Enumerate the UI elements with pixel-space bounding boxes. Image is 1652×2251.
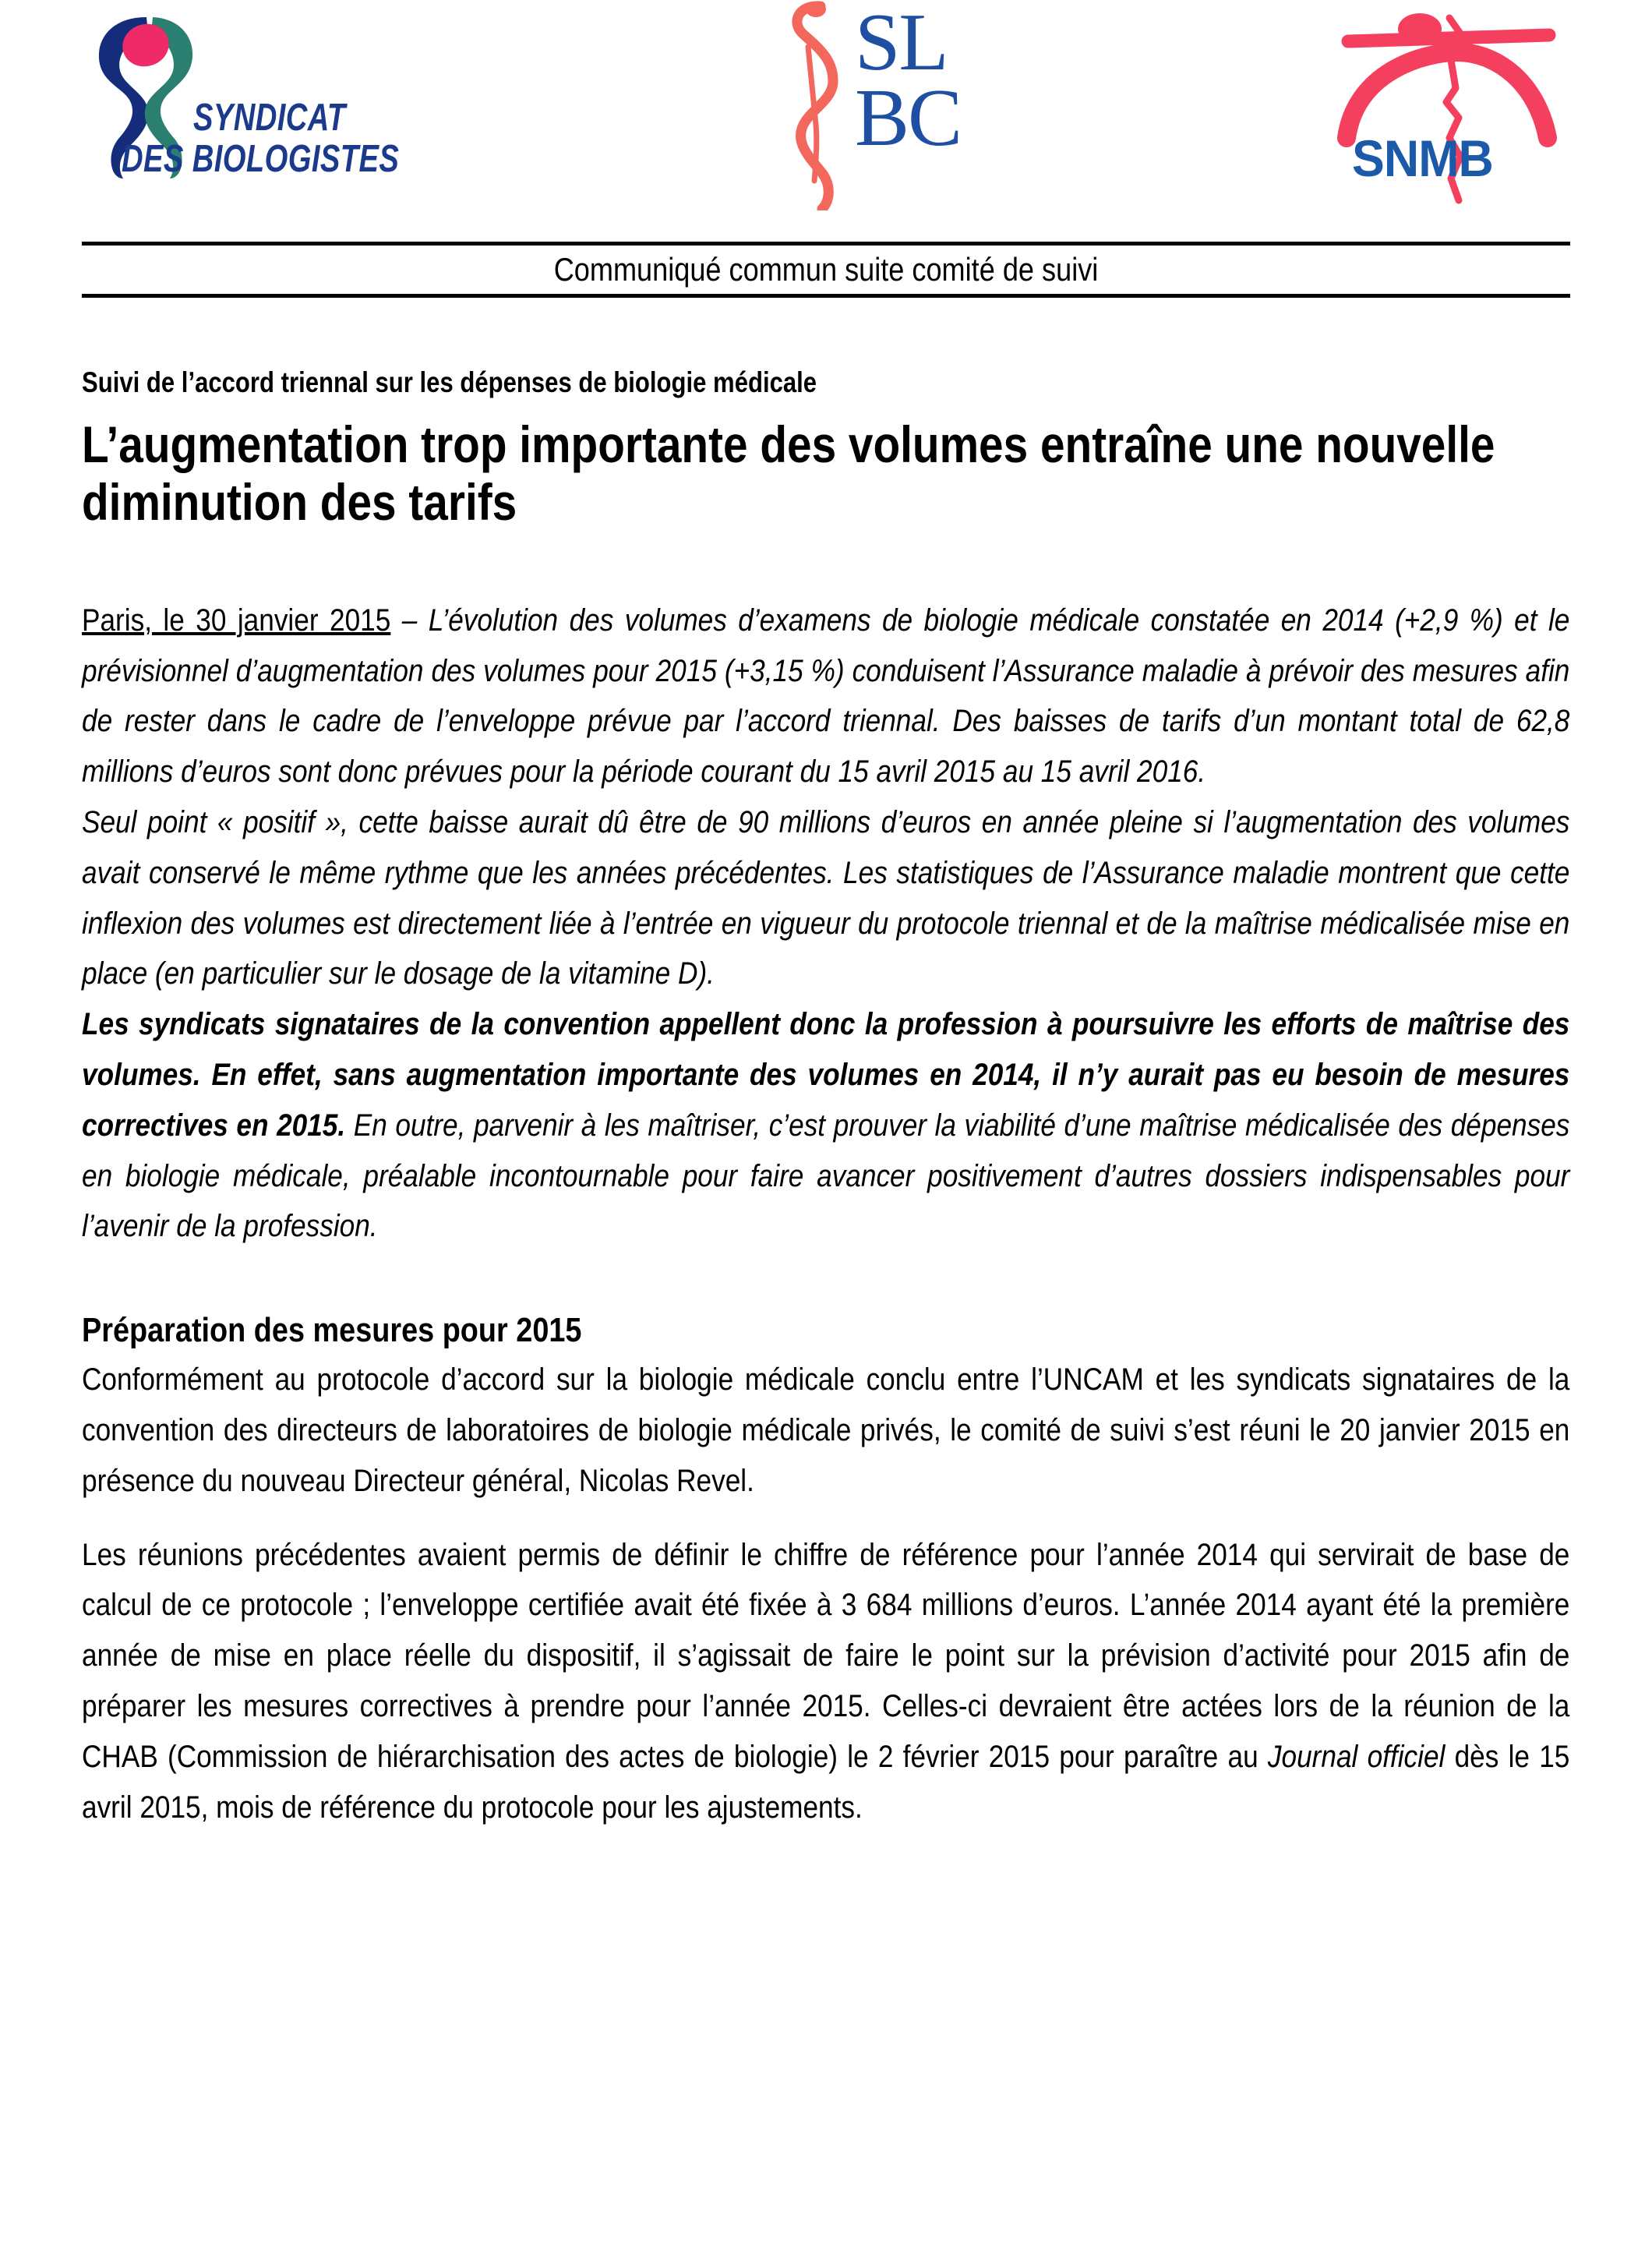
snmb-wordmark: SNMB: [1352, 129, 1493, 187]
logo-syndicat-des-biologistes: [78, 8, 421, 203]
headline-line2: une nouvelle diminution des tarifs: [82, 415, 1495, 531]
intro-text-1: L’évolution des volumes d’examens de biologie médicale constatée en 2014 (+2,9 %) et le prévisionnel d’augmentation des volumes pour 2015 (+3,15 %) conduisent l’Assurance maladie à prévoir des mesures afin de rester dans le cadre de l’enveloppe prévue par l’accord triennal. Des baisses de tarifs d’un montant total de 62,8 millions d’euros sont donc prévues pour la période courant du 15 avril 2015 au 15 avril 2016.: [82, 603, 1570, 790]
slbc-line2: BC: [855, 71, 962, 163]
sb-wordmark-line2: DES BIOLOGISTES: [122, 137, 400, 180]
dateline: Paris, le 30 janvier 2015: [82, 603, 391, 638]
sb-wordmark-line1: SYNDICAT: [193, 97, 346, 139]
intro-paragraph-1: [82, 595, 1569, 797]
section-text-2b: dès le 15 avril 2015, mois de référence du protocole pour les ajustements.: [82, 1739, 1570, 1825]
intro-text-3: En outre, parvenir à les maîtriser, c’est prouver la viabilité d’une maîtrise médicalisée des dépenses en biologie médicale, préalable incontournable pour faire avancer positivement d’autres dossiers indispensables pour l’avenir de la profession.: [82, 1108, 1570, 1244]
journal-officiel-reference: Journal officiel: [1267, 1739, 1446, 1774]
logo-slbc: [768, 0, 1025, 210]
document-body: [82, 595, 1570, 1833]
intro-paragraph-3: [82, 999, 1569, 1252]
headline-line1: L’augmentation trop importante des volumes entraîne: [82, 415, 1213, 473]
section-paragraph-2: [82, 1530, 1569, 1833]
page-title: [82, 416, 1566, 532]
sb-wordmark: [122, 97, 419, 180]
logo-header-bar: [82, 0, 1570, 234]
logo-snmb: [1333, 4, 1613, 207]
slbc-line1: SL: [855, 0, 948, 87]
kicker-subtitle: Suivi de l’accord triennal sur les dépenses de biologie médicale: [82, 366, 817, 398]
banner-text: Communiqué commun suite comité de suivi: [553, 251, 1099, 288]
intro-text-2: Seul point « positif », cette baisse aurait dû être de 90 millions d’euros en année pleine si l’augmentation des volumes avait conservé le même rythme que les années précédentes. Les statistiques de l’Assurance maladie montrent que cette inflexion des volumes est directement liée à l’entrée en vigueur du protocole triennal et de la maîtrise médicalisée mise en place (en particulier sur le dosage de la vitamine D).: [82, 805, 1570, 991]
intro-paragraph-2: [82, 797, 1569, 999]
slbc-letters: [855, 0, 962, 163]
intro-bold-text: Les syndicats signataires de la convention appellent donc la profession à poursuivre les efforts de maîtrise des volumes. En effet, sans augmentation importante des volumes en 2014, il n’y aurait pas eu besoin de mesures correctives en 2015.: [82, 1007, 1570, 1143]
section-text-2a: Les réunions précédentes avaient permis de définir le chiffre de référence pour l’année 2014 qui servirait de base de calcul de ce protocole ; l’enveloppe certifiée avait été fixée à 3 684 millions d’euros. L’année 2014 ayant été la première année de mise en place réelle du dispositif, il s’agissait de faire le point sur la prévision d’activité pour 2015 afin de préparer les mesures correctives à prendre pour l’année 2015. Celles-ci devraient être actées lors de la réunion de la CHAB (Commission de hiérarchisation des actes de biologie) le 2 février 2015 pour paraître au: [82, 1537, 1570, 1774]
section-heading-preparation: Préparation des mesures pour 2015: [82, 1311, 582, 1350]
dateline-dash: –: [390, 603, 429, 638]
section-paragraph-1: Conformément au protocole d’accord sur la biologie médicale conclu entre l’UNCAM et les syndicats signataires de la convention des directeurs de laboratoires de biologie médicale privés, le comité de suivi s’est réuni le 20 janvier 2015 en présence du nouveau Directeur général, Nicolas Revel.: [82, 1362, 1570, 1498]
banner-communique: [82, 242, 1570, 298]
